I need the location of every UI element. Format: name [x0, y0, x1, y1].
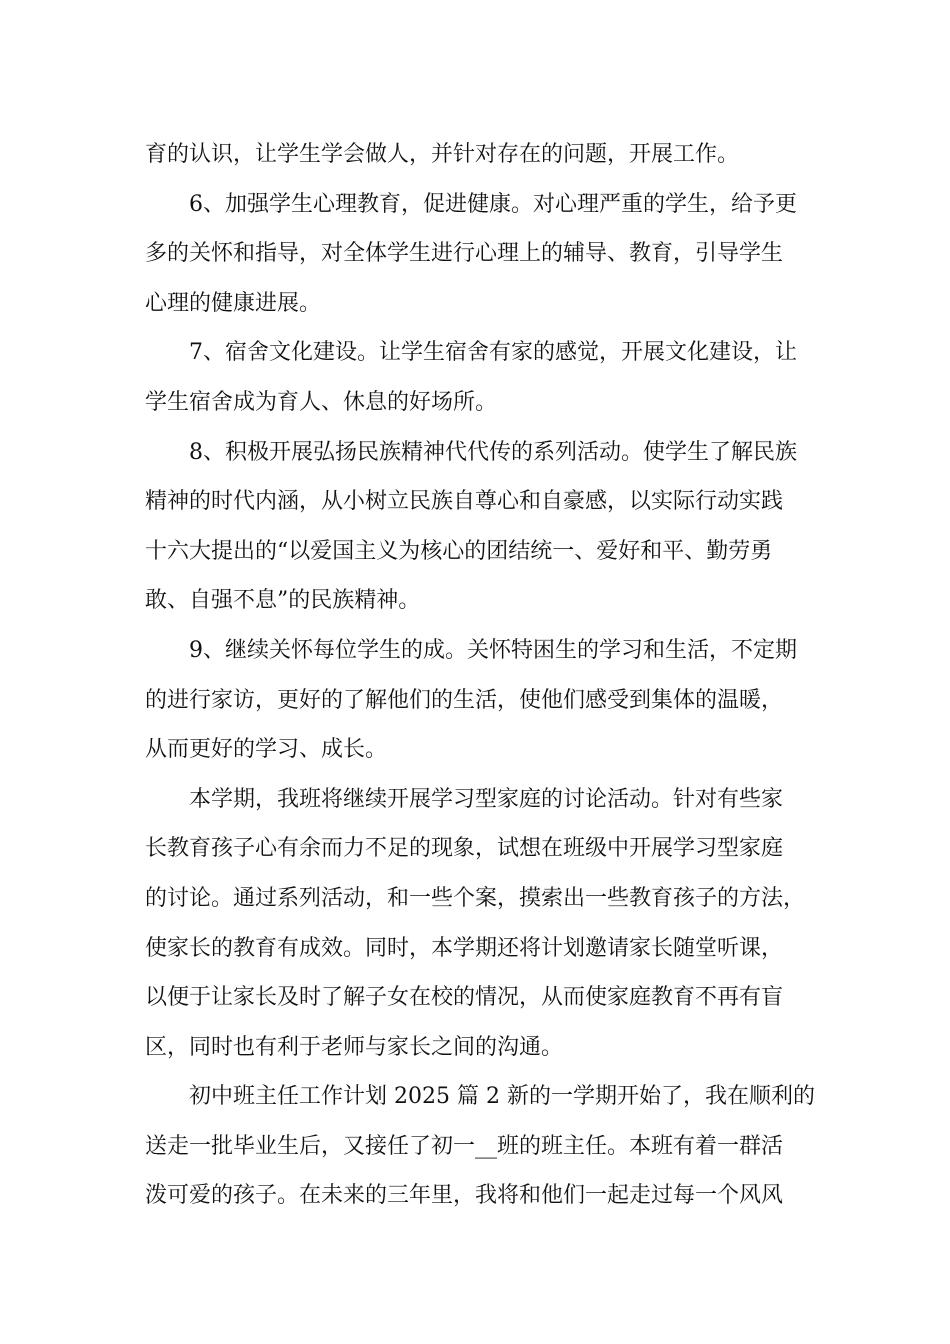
- text-line: 从而更好的学习、成长。: [145, 737, 388, 763]
- text-line: 敢、自强不息”的民族精神。: [145, 588, 421, 614]
- text-line: 泼可爱的孩子。在未来的三年里，我将和他们一起走过每一个风风: [145, 1183, 784, 1209]
- text-line: 心理的健康进展。: [145, 290, 322, 316]
- text-line: 的讨论。通过系列活动，和一些个案，摸索出一些教育孩子的方法，: [145, 885, 806, 911]
- text-line: 9、继续关怀每位学生的成。关怀特困生的学习和生活，不定期: [189, 637, 797, 663]
- text-line: 以便于让家长及时了解子女在校的情况，从而使家庭教育不再有盲: [145, 985, 784, 1011]
- text-line: 本学期，我班将继续开展学习型家庭的讨论活动。针对有些家: [189, 786, 784, 812]
- document-body: [145, 130, 820, 1221]
- text-line: 十六大提出的“以爱国主义为核心的团结统一、爱好和平、勤劳勇: [145, 538, 773, 564]
- text-line: 区，同时也有利于老师与家长之间的沟通。: [145, 1034, 564, 1060]
- text-line: 初中班主任工作计划 2025 篇 2 新的一学期开始了，我在顺利的: [189, 1084, 815, 1110]
- text-line: 多的关怀和指导，对全体学生进行心理上的辅导、教育，引导学生: [145, 241, 784, 267]
- text-line: 8、积极开展弘扬民族精神代代传的系列活动。使学生了解民族: [189, 439, 797, 465]
- text-line: 送走一批毕业生后，又接任了初一__班的班主任。本班有着一群活: [145, 1133, 784, 1159]
- text-line: 学生宿舍成为育人、休息的好场所。: [145, 389, 498, 415]
- text-line: 的进行家访，更好的了解他们的生活，使他们感受到集体的温暖，: [145, 687, 784, 713]
- text-line: 育的认识，让学生学会做人，并针对存在的问题，开展工作。: [145, 142, 740, 167]
- text-line: 使家长的教育有成效。同时，本学期还将计划邀请家长随堂听课，: [145, 935, 784, 961]
- text-line: 长教育孩子心有余而力不足的现象，试想在班级中开展学习型家庭: [145, 836, 784, 862]
- text-line: 精神的时代内涵，从小树立民族自尊心和自豪感，以实际行动实践: [145, 489, 784, 515]
- text-line: 6、加强学生心理教育，促进健康。对心理严重的学生，给予更: [189, 191, 797, 217]
- text-line: 7、宿舍文化建设。让学生宿舍有家的感觉，开展文化建设，让: [189, 340, 797, 366]
